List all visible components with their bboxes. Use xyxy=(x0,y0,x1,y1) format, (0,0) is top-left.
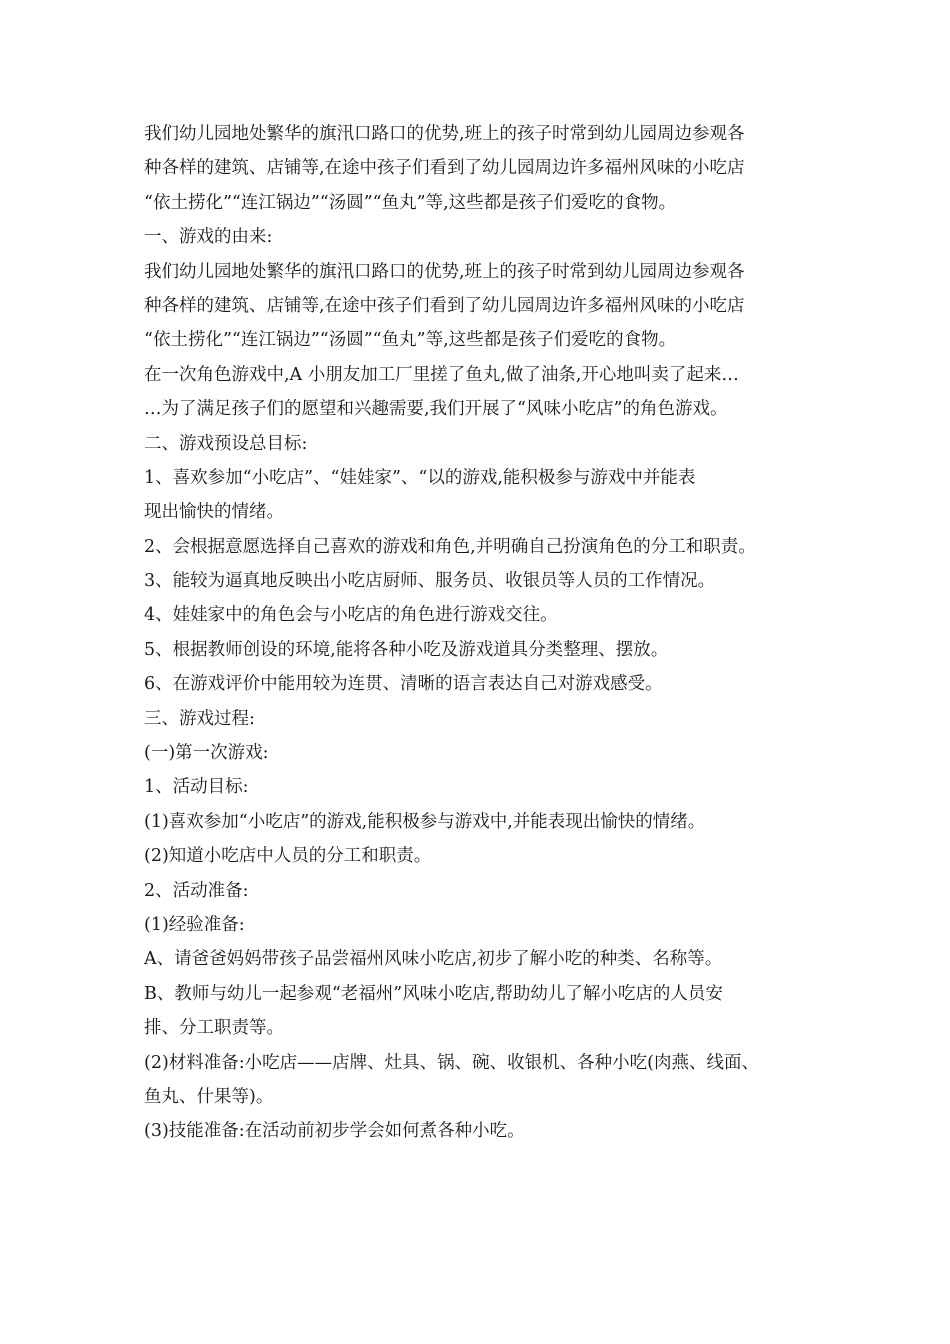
list-item: 3、能较为逼真地反映出小吃店厨师、服务员、收银员等人员的工作情况。 xyxy=(144,571,716,592)
text-line: “依土捞化”“连江锅边”“汤圆”“鱼丸”等,这些都是孩子们爱吃的食物。 xyxy=(144,330,677,351)
section-heading: 三、游戏过程: xyxy=(144,708,255,729)
list-item: B、教师与幼儿一起参观“老福州”风味小吃店,帮助幼儿了解小吃店的人员安 xyxy=(144,983,723,1004)
text-line: 排、分工职责等。 xyxy=(144,1018,284,1039)
text-line: “依土捞化”“连江锅边”“汤圆”“鱼丸”等,这些都是孩子们爱吃的食物。 xyxy=(144,192,677,213)
list-item: 1、喜欢参加“小吃店”、“娃娃家”、“以的游戏,能积极参与游戏中并能表 xyxy=(144,467,696,488)
list-item: (1)喜欢参加“小吃店”的游戏,能积极参与游戏中,并能表现出愉快的情绪。 xyxy=(144,811,706,832)
text-line: 我们幼儿园地处繁华的旗汛口路口的优势,班上的孩子时常到幼儿园周边参观各 xyxy=(144,124,745,144)
document-body xyxy=(144,117,814,1149)
subsection-heading: 2、活动准备: xyxy=(144,880,249,901)
text-line: 我们幼儿园地处繁华的旗汛口路口的优势,班上的孩子时常到幼儿园周边参观各 xyxy=(144,261,745,282)
text-line: 鱼丸、什果等)。 xyxy=(144,1086,274,1107)
subsection-heading: 1、活动目标: xyxy=(144,777,249,798)
section-heading: 一、游戏的由来: xyxy=(144,227,273,248)
subsection-heading: (一)第一次游戏: xyxy=(144,743,269,764)
list-item: (2)知道小吃店中人员的分工和职责。 xyxy=(144,846,432,867)
text-line: 在一次角色游戏中,A 小朋友加工厂里搓了鱼丸,做了油条,开心地叫卖了起来… xyxy=(144,364,739,385)
list-item: 6、在游戏评价中能用较为连贯、清晰的语言表达自己对游戏感受。 xyxy=(144,674,663,695)
list-item: 2、会根据意愿选择自己喜欢的游戏和角色,并明确自己扮演角色的分工和职责。 xyxy=(144,536,756,557)
text-line: 现出愉快的情绪。 xyxy=(144,502,284,523)
list-item: (3)技能准备:在活动前初步学会如何煮各种小吃。 xyxy=(144,1121,525,1142)
list-item: (2)材料准备:小吃店——店牌、灶具、锅、碗、收银机、各种小吃(肉燕、线面、 xyxy=(144,1052,760,1073)
list-item: 4、娃娃家中的角色会与小吃店的角色进行游戏交往。 xyxy=(144,605,558,626)
text-line: …为了满足孩子们的愿望和兴趣需要,我们开展了“风味小吃店”的角色游戏。 xyxy=(144,399,728,420)
list-item: A、请爸爸妈妈带孩子品尝福州风味小吃店,初步了解小吃的种类、名称等。 xyxy=(144,949,723,970)
list-item: (1)经验准备: xyxy=(144,914,245,935)
section-heading: 二、游戏预设总目标: xyxy=(144,433,308,454)
text-line: 种各样的建筑、店铺等,在途中孩子们看到了幼儿园周边许多福州风味的小吃店 xyxy=(144,158,745,179)
text-line: 种各样的建筑、店铺等,在途中孩子们看到了幼儿园周边许多福州风味的小吃店 xyxy=(144,295,745,316)
list-item: 5、根据教师创设的环境,能将各种小吃及游戏道具分类整理、摆放。 xyxy=(144,639,669,660)
